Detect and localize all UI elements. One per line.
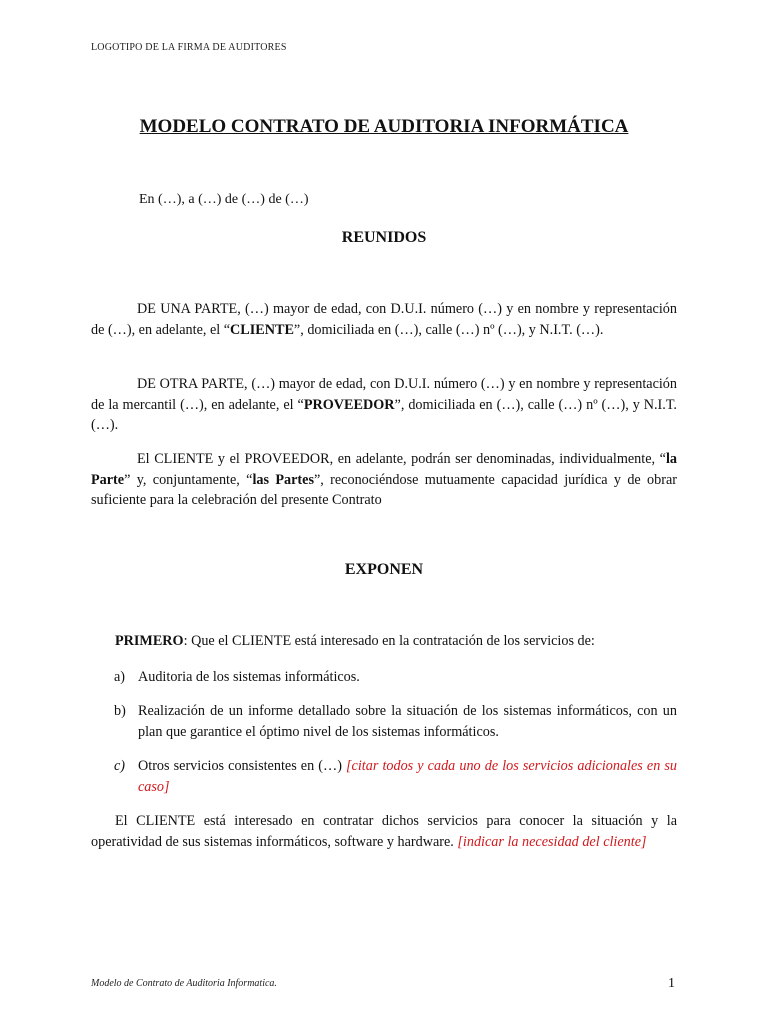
- paragraph-text: ”, domiciliada en (…), calle (…) nº (…), y N.I.T. (…).: [293, 321, 604, 338]
- logo-placeholder-text: LOGOTIPO DE LA FIRMA DE AUDITORES: [91, 42, 287, 53]
- list-marker: c): [114, 758, 126, 774]
- paragraph-partes: [91, 449, 677, 511]
- paragraph-proveedor: [91, 374, 677, 436]
- paragraph-text: ”, domiciliada en (…), calle (…) nº (…), y N.I.T. (…).: [91, 396, 677, 433]
- section-heading-exponen: EXPONEN: [344, 561, 424, 578]
- editorial-note: [citar todos y cada uno de los servicios adicionales en su caso]: [138, 758, 677, 795]
- paragraph-text: DE OTRA PARTE, (…) mayor de edad, con D.U.I. número (…) y en nombre y representación de la mercantil (…), en adelante, el “: [91, 376, 677, 413]
- list-marker: b): [114, 703, 126, 719]
- paragraph-primero: [91, 631, 677, 652]
- paragraph-cliente: [91, 299, 677, 340]
- bold-term-la-parte: la Parte: [91, 451, 677, 488]
- paragraph-text: DE UNA PARTE, (…) mayor de edad, con D.U.I. número (…) y en nombre y representación de (…), en adelante, el “: [91, 301, 677, 338]
- paragraph-text: El CLIENTE está interesado en contratar dichos servicios para conocer la situación y la operatividad de sus sistemas informáticos, software y hardware.: [91, 813, 677, 850]
- paragraph-text: ”, reconociéndose mutuamente capacidad jurídica y de obrar suficiente para la celebración del presente Contrato: [91, 471, 677, 508]
- list-item: [114, 756, 677, 797]
- list-item: [114, 667, 677, 688]
- list-item-text: Otros servicios consistentes en (…): [138, 758, 347, 774]
- list-item: [114, 701, 677, 742]
- document-title: MODELO CONTRATO DE AUDITORIA INFORMÁTICA: [139, 116, 629, 137]
- paragraph-text: El CLIENTE y el PROVEEDOR, en adelante, podrán ser denominadas, individualmente, “: [137, 451, 666, 467]
- list-item-text: Auditoria de los sistemas informáticos.: [138, 669, 360, 685]
- footer-document-name: Modelo de Contrato de Auditoria Informatica.: [91, 978, 277, 989]
- list-marker: a): [114, 669, 126, 685]
- page-number: 1: [668, 976, 675, 991]
- list-item-text: Realización de un informe detallado sobre la situación de los sistemas informáticos, con un plan que garantice el óptimo nivel de los sistemas informáticos.: [138, 703, 677, 740]
- bold-term-primero: PRIMERO: [115, 633, 184, 649]
- editorial-note: [indicar la necesidad del cliente]: [457, 833, 647, 850]
- section-heading-reunidos: REUNIDOS: [341, 229, 427, 246]
- paragraph-text: : Que el CLIENTE está interesado en la contratación de los servicios de:: [183, 633, 595, 649]
- paragraph-text: ” y, conjuntamente, “: [124, 471, 253, 488]
- bold-term-las-partes: las Partes: [252, 471, 314, 488]
- bold-term-proveedor: PROVEEDOR: [303, 396, 395, 413]
- bold-term-cliente: CLIENTE: [230, 321, 294, 338]
- list-item-body: [114, 756, 677, 797]
- paragraph-closing: [91, 811, 677, 852]
- dateline: En (…), a (…) de (…) de (…): [139, 192, 309, 207]
